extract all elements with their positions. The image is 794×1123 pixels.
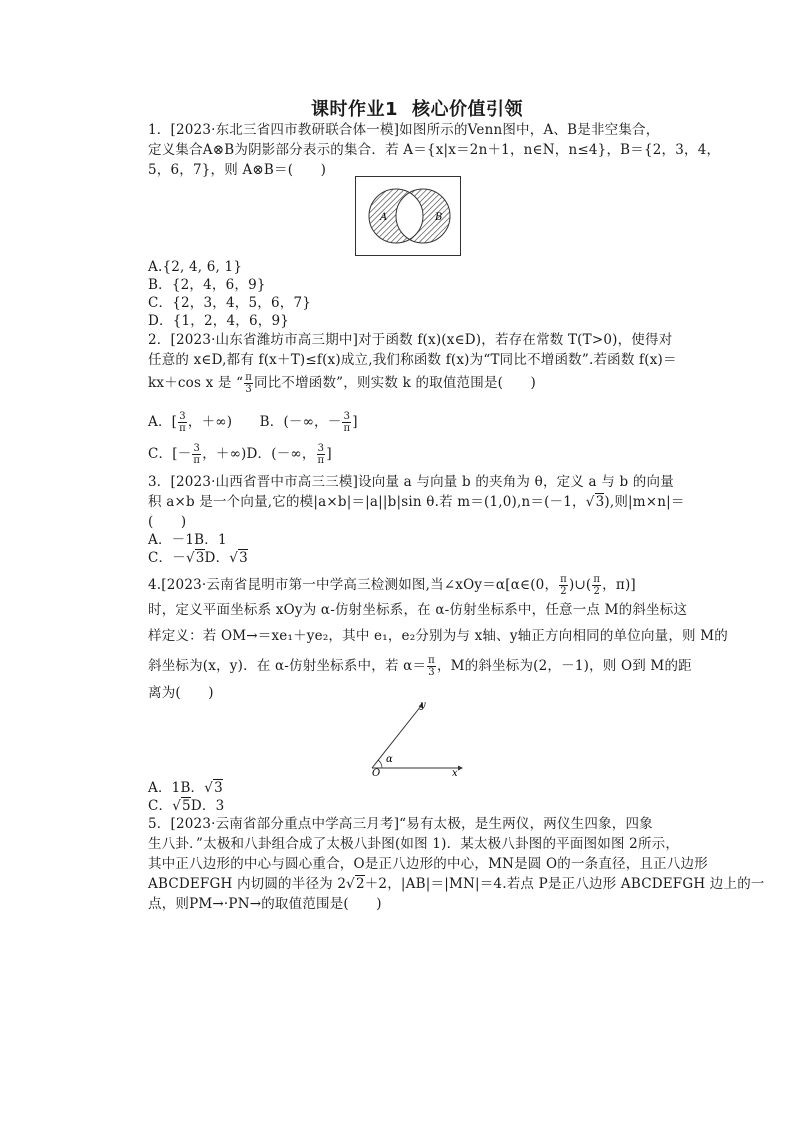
title-sub: 核心价值引领 — [412, 99, 524, 120]
q4-options-cd: C．√5D．3 — [148, 798, 225, 814]
q3-options-cd: C．－√3D．√3 — [148, 550, 248, 566]
q5-line4: ABCDEFGH 内切圆的半径为 2√2＋2，|AB|＝|MN|＝4.若点 P是正八边形 ABCDEFGH 边上的一 — [148, 876, 765, 892]
q4-options-ab: A．1B．√3 — [148, 780, 223, 796]
affine-axes-figure — [360, 696, 470, 778]
venn-diagram — [355, 176, 461, 256]
q4-line3: 样定义：若 OM→＝xe₁＋ye₂，其中 e₁，e₂分别为与 x轴、y轴正方向相同的单位向量，则 M的 — [148, 628, 728, 644]
q3-options-ab: A．－1B．1 — [148, 532, 227, 548]
q1-line1: 1．[2023·东北三省四市教研联合体一模]如图所示的Venn图中，A、B是非空集合， — [148, 122, 660, 138]
x-axis-arrow — [458, 766, 463, 771]
venn-label-b: B — [435, 212, 443, 223]
origin-label: O — [372, 768, 381, 778]
q5-line3: 其中正八边形的中心与圆心重合，O是正八边形的中心，MN是圆 O的一条直径，且正八边形 — [148, 856, 708, 872]
y-axis-label: y — [420, 700, 426, 711]
q3-line1: 3．[2023·山西省晋中市高三三模]设向量 a 与向量 b 的夹角为 θ，定义 a 与 b 的向量 — [148, 474, 674, 490]
angle-arc — [378, 760, 382, 768]
q1-option-b: B．{2，4，6，9} — [148, 277, 266, 293]
q3-line2: 积 a×b 是一个向量,它的模|a×b|＝|a||b|sin θ.若 m＝(1,0),n＝(－1，√3),则|m×n|＝ — [148, 494, 685, 510]
q2-line3: kx＋cos x 是 “ $\frac{\pi}{3}$ 同比不增函数”，则实数 k 的取值范围是( ) — [148, 372, 536, 395]
q4-line5: 离为( ) — [148, 685, 214, 701]
q5-line1: 5．[2023·云南省部分重点中学高三月考]“易有太极，是生两仪，两仪生四象，四象 — [148, 816, 653, 832]
x-axis-label: x — [452, 768, 458, 778]
q4-line1: 4.[2023·云南省昆明市第一中学高三检测如图,当∠xOy＝α[α∈(0， $\frac{\pi}{2}$ )∪( $\frac{\pi}{2}$ ，π)] — [148, 574, 636, 597]
q1-option-a: A.{2, 4, 6, 1} — [148, 259, 243, 275]
angle-label: α — [386, 754, 393, 765]
venn-label-a: A — [380, 212, 388, 223]
q1-line3: 5，6，7}，则 A⊗B＝( ) — [148, 162, 327, 178]
q2-options-ab: A．[ $\frac{3}{\pi}$ ，＋∞) B．(－∞，－ $\frac{3}{\pi}$ ] — [148, 411, 358, 434]
title-main: 课时作业1 — [310, 99, 399, 120]
q1-line2: 定义集合A⊗B为阴影部分表示的集合．若 A＝{x|x＝2n＋1，n∈N，n≤4}，B＝{2，3，4， — [148, 142, 721, 158]
q4-line2: 时，定义平面坐标系 xOy为 α-仿射坐标系，在 α-仿射坐标系中，任意一点 M的斜坐标这 — [148, 602, 688, 618]
fraction-pi-over-3: $\frac{\pi}{3}$ — [245, 372, 252, 395]
q2-options-cd: C．[－ $\frac{3}{\pi}$ ，＋∞)D．(－∞， $\frac{3}{\pi}$ ] — [148, 443, 332, 466]
q5-line2: 生八卦．”太极和八卦组合成了太极八卦图(如图 1)．某太极八卦图的平面图如图 2所示， — [148, 836, 680, 852]
q1-option-d: D．{1，2，4，6，9} — [148, 313, 290, 329]
y-axis — [372, 706, 421, 768]
q2-line2: 任意的 x∈D,都有 f(x＋T)≤f(x)成立,我们称函数 f(x)为“T同比不增函数”.若函数 f(x)＝ — [148, 352, 677, 368]
q3-line3: ( ) — [148, 514, 187, 530]
q4-line4: 斜坐标为(x，y)．在 α-仿射坐标系中，若 α＝ $\frac{\pi}{3}$ ，M的斜坐标为(2，－1)，则 O到 M的距 — [148, 655, 692, 678]
q2-line1: 2．[2023·山东省潍坊市高三期中]对于函数 f(x)(x∈D)，若存在常数 T(T>0)，使得对 — [148, 332, 673, 348]
q1-option-c: C．{2，3，4，5，6，7} — [148, 295, 312, 311]
q5-line5: 点，则PM→·PN→的取值范围是( ) — [148, 896, 382, 912]
page-title — [0, 95, 794, 121]
